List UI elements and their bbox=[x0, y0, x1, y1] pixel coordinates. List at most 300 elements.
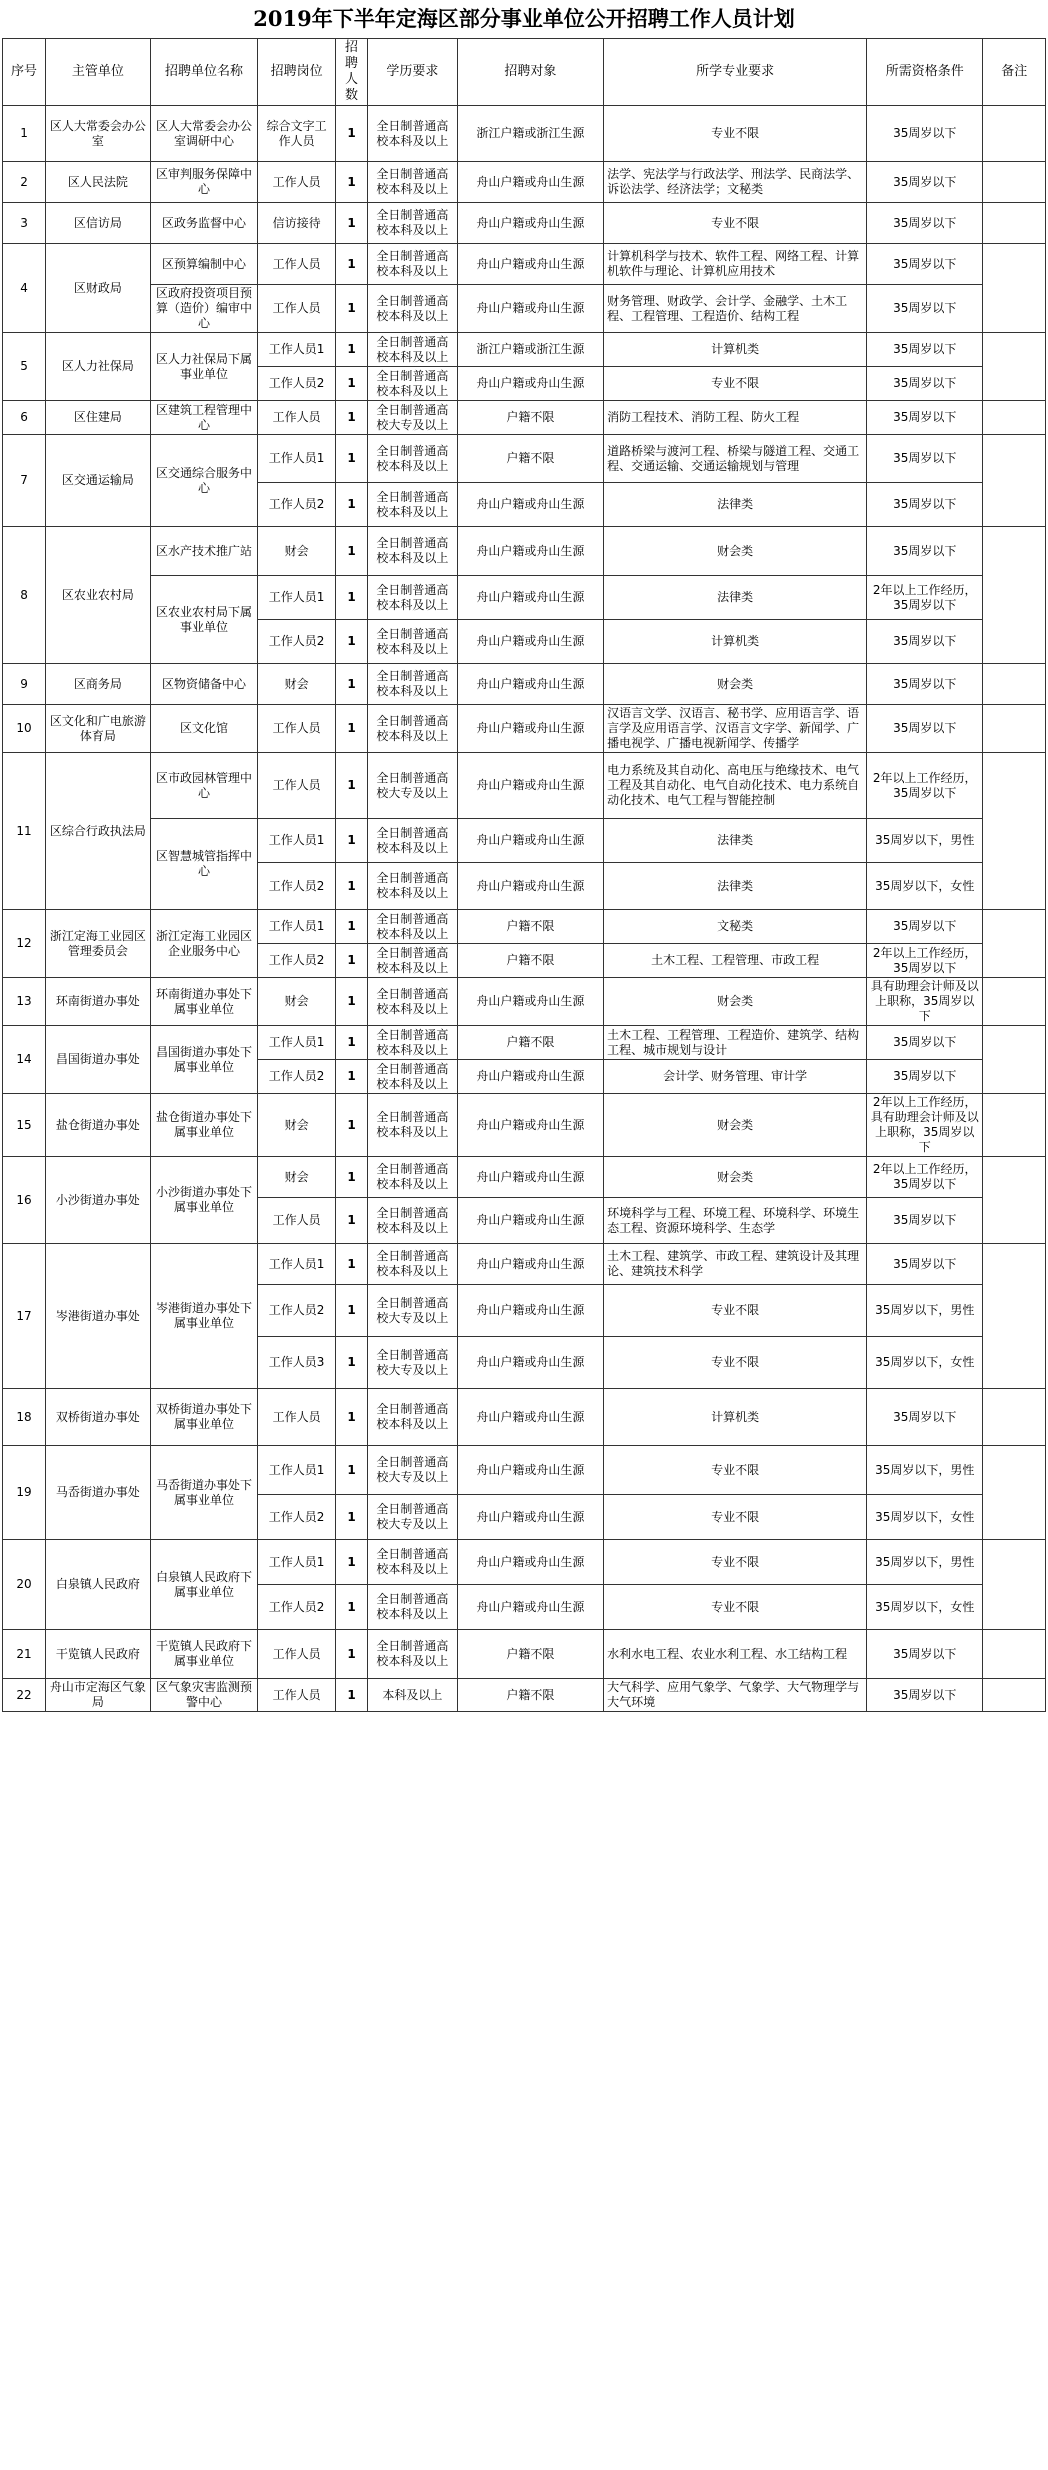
col-major: 财会类 bbox=[604, 527, 867, 576]
col-education: 全日制普通高校大专及以上 bbox=[368, 1337, 457, 1389]
col-count: 1 bbox=[335, 106, 367, 162]
table-row bbox=[3, 910, 1046, 944]
col-serial: 9 bbox=[3, 664, 46, 705]
col-qualification: 35周岁以下 bbox=[867, 1060, 983, 1094]
col-target: 舟山户籍或舟山生源 bbox=[457, 819, 604, 863]
col-position: 工作人员2 bbox=[258, 483, 336, 527]
col-count: 1 bbox=[335, 1495, 367, 1540]
col-position: 工作人员 bbox=[258, 1679, 336, 1712]
col-count: 1 bbox=[335, 1026, 367, 1060]
col-count: 1 bbox=[335, 819, 367, 863]
col-education: 全日制普通高校本科及以上 bbox=[368, 203, 457, 244]
col-unit: 区审判服务保障中心 bbox=[150, 162, 258, 203]
col-remarks bbox=[983, 1446, 1046, 1540]
col-position: 财会 bbox=[258, 978, 336, 1026]
table-row bbox=[3, 1540, 1046, 1585]
col-target: 舟山户籍或舟山生源 bbox=[457, 483, 604, 527]
col-remarks bbox=[983, 162, 1046, 203]
header-supervisor: 主管单位 bbox=[46, 39, 151, 106]
col-education: 全日制普通高校本科及以上 bbox=[368, 1244, 457, 1285]
col-count: 1 bbox=[335, 401, 367, 435]
col-remarks bbox=[983, 527, 1046, 664]
col-target: 舟山户籍或舟山生源 bbox=[457, 1198, 604, 1244]
table-row bbox=[3, 1244, 1046, 1285]
col-position: 工作人员 bbox=[258, 1630, 336, 1679]
col-remarks bbox=[983, 203, 1046, 244]
col-serial: 2 bbox=[3, 162, 46, 203]
col-position: 财会 bbox=[258, 527, 336, 576]
col-count: 1 bbox=[335, 435, 367, 483]
table-row bbox=[3, 162, 1046, 203]
col-education: 全日制普通高校本科及以上 bbox=[368, 333, 457, 367]
col-target: 浙江户籍或浙江生源 bbox=[457, 333, 604, 367]
col-qualification: 35周岁以下 bbox=[867, 910, 983, 944]
col-major: 计算机类 bbox=[604, 1389, 867, 1446]
col-supervisor: 区信访局 bbox=[46, 203, 151, 244]
col-count: 1 bbox=[335, 705, 367, 753]
col-major: 会计学、财务管理、审计学 bbox=[604, 1060, 867, 1094]
col-serial: 1 bbox=[3, 106, 46, 162]
table-row bbox=[3, 1094, 1046, 1157]
col-unit: 小沙街道办事处下属事业单位 bbox=[150, 1157, 258, 1244]
col-target: 舟山户籍或舟山生源 bbox=[457, 285, 604, 333]
col-education: 全日制普通高校本科及以上 bbox=[368, 1389, 457, 1446]
col-qualification: 35周岁以下，女性 bbox=[867, 1337, 983, 1389]
col-count: 1 bbox=[335, 162, 367, 203]
col-qualification: 2年以上工作经历，35周岁以下 bbox=[867, 1157, 983, 1198]
col-unit: 昌国街道办事处下属事业单位 bbox=[150, 1026, 258, 1094]
table-row bbox=[3, 1389, 1046, 1446]
col-qualification: 35周岁以下 bbox=[867, 664, 983, 705]
col-count: 1 bbox=[335, 1679, 367, 1712]
col-unit: 区市政园林管理中心 bbox=[150, 753, 258, 819]
col-serial: 18 bbox=[3, 1389, 46, 1446]
col-education: 全日制普通高校本科及以上 bbox=[368, 576, 457, 620]
col-count: 1 bbox=[335, 978, 367, 1026]
col-position: 工作人员2 bbox=[258, 620, 336, 664]
col-major: 水利水电工程、农业水利工程、水工结构工程 bbox=[604, 1630, 867, 1679]
col-target: 户籍不限 bbox=[457, 1026, 604, 1060]
col-supervisor: 区人大常委会办公室 bbox=[46, 106, 151, 162]
col-education: 全日制普通高校本科及以上 bbox=[368, 664, 457, 705]
col-target: 舟山户籍或舟山生源 bbox=[457, 664, 604, 705]
header-unit: 招聘单位名称 bbox=[150, 39, 258, 106]
col-supervisor: 区住建局 bbox=[46, 401, 151, 435]
col-major: 专业不限 bbox=[604, 1446, 867, 1495]
col-remarks bbox=[983, 435, 1046, 527]
col-target: 舟山户籍或舟山生源 bbox=[457, 1495, 604, 1540]
col-serial: 8 bbox=[3, 527, 46, 664]
col-education: 全日制普通高校本科及以上 bbox=[368, 1094, 457, 1157]
col-target: 舟山户籍或舟山生源 bbox=[457, 978, 604, 1026]
header-remarks: 备注 bbox=[983, 39, 1046, 106]
page-title: 2019年下半年定海区部分事业单位公开招聘工作人员计划 bbox=[253, 6, 795, 31]
col-target: 舟山户籍或舟山生源 bbox=[457, 863, 604, 910]
col-education: 全日制普通高校大专及以上 bbox=[368, 1495, 457, 1540]
col-remarks bbox=[983, 1679, 1046, 1712]
col-position: 工作人员1 bbox=[258, 1540, 336, 1585]
col-qualification: 35周岁以下 bbox=[867, 1389, 983, 1446]
col-qualification: 35周岁以下 bbox=[867, 106, 983, 162]
col-major: 专业不限 bbox=[604, 203, 867, 244]
col-education: 本科及以上 bbox=[368, 1679, 457, 1712]
col-qualification: 35周岁以下 bbox=[867, 401, 983, 435]
col-position: 工作人员1 bbox=[258, 435, 336, 483]
col-qualification: 35周岁以下，男性 bbox=[867, 1285, 983, 1337]
col-remarks bbox=[983, 1389, 1046, 1446]
col-education: 全日制普通高校本科及以上 bbox=[368, 1198, 457, 1244]
col-major: 专业不限 bbox=[604, 1540, 867, 1585]
col-education: 全日制普通高校本科及以上 bbox=[368, 1630, 457, 1679]
header-major: 所学专业要求 bbox=[604, 39, 867, 106]
table-row bbox=[3, 244, 1046, 285]
col-position: 工作人员 bbox=[258, 285, 336, 333]
col-count: 1 bbox=[335, 664, 367, 705]
col-supervisor: 区文化和广电旅游体育局 bbox=[46, 705, 151, 753]
col-target: 舟山户籍或舟山生源 bbox=[457, 576, 604, 620]
col-serial: 7 bbox=[3, 435, 46, 527]
col-count: 1 bbox=[335, 620, 367, 664]
col-major: 专业不限 bbox=[604, 1285, 867, 1337]
col-position: 工作人员1 bbox=[258, 576, 336, 620]
col-remarks bbox=[983, 1630, 1046, 1679]
col-unit: 区物资储备中心 bbox=[150, 664, 258, 705]
col-target: 舟山户籍或舟山生源 bbox=[457, 1060, 604, 1094]
col-remarks bbox=[983, 1244, 1046, 1389]
table-row bbox=[3, 978, 1046, 1026]
col-position: 工作人员1 bbox=[258, 1026, 336, 1060]
col-position: 工作人员 bbox=[258, 244, 336, 285]
col-remarks bbox=[983, 705, 1046, 753]
col-unit: 岑港街道办事处下属事业单位 bbox=[150, 1244, 258, 1389]
col-supervisor: 区人民法院 bbox=[46, 162, 151, 203]
col-unit: 区建筑工程管理中心 bbox=[150, 401, 258, 435]
col-education: 全日制普通高校本科及以上 bbox=[368, 162, 457, 203]
col-qualification: 35周岁以下 bbox=[867, 162, 983, 203]
col-serial: 3 bbox=[3, 203, 46, 244]
col-position: 工作人员2 bbox=[258, 1060, 336, 1094]
col-target: 户籍不限 bbox=[457, 1679, 604, 1712]
col-position: 工作人员 bbox=[258, 705, 336, 753]
col-education: 全日制普通高校本科及以上 bbox=[368, 1157, 457, 1198]
col-supervisor: 干览镇人民政府 bbox=[46, 1630, 151, 1679]
col-unit: 双桥街道办事处下属事业单位 bbox=[150, 1389, 258, 1446]
col-target: 户籍不限 bbox=[457, 435, 604, 483]
col-count: 1 bbox=[335, 244, 367, 285]
col-major: 专业不限 bbox=[604, 106, 867, 162]
col-supervisor: 小沙街道办事处 bbox=[46, 1157, 151, 1244]
col-qualification: 具有助理会计师及以上职称，35周岁以下 bbox=[867, 978, 983, 1026]
col-position: 工作人员2 bbox=[258, 944, 336, 978]
header-qualification: 所需资格条件 bbox=[867, 39, 983, 106]
col-supervisor: 双桥街道办事处 bbox=[46, 1389, 151, 1446]
col-count: 1 bbox=[335, 1060, 367, 1094]
col-serial: 11 bbox=[3, 753, 46, 910]
col-major: 财会类 bbox=[604, 664, 867, 705]
col-target: 舟山户籍或舟山生源 bbox=[457, 367, 604, 401]
col-unit: 区文化馆 bbox=[150, 705, 258, 753]
col-unit: 浙江定海工业园区企业服务中心 bbox=[150, 910, 258, 978]
col-remarks bbox=[983, 1157, 1046, 1244]
col-target: 舟山户籍或舟山生源 bbox=[457, 620, 604, 664]
col-unit: 区智慧城管指挥中心 bbox=[150, 819, 258, 910]
col-supervisor: 舟山市定海区气象局 bbox=[46, 1679, 151, 1712]
col-position: 工作人员2 bbox=[258, 367, 336, 401]
col-target: 舟山户籍或舟山生源 bbox=[457, 203, 604, 244]
col-serial: 17 bbox=[3, 1244, 46, 1389]
col-target: 浙江户籍或浙江生源 bbox=[457, 106, 604, 162]
col-education: 全日制普通高校本科及以上 bbox=[368, 978, 457, 1026]
col-position: 工作人员 bbox=[258, 401, 336, 435]
col-target: 舟山户籍或舟山生源 bbox=[457, 244, 604, 285]
col-qualification: 35周岁以下，男性 bbox=[867, 1446, 983, 1495]
col-major: 消防工程技术、消防工程、防火工程 bbox=[604, 401, 867, 435]
col-count: 1 bbox=[335, 753, 367, 819]
col-remarks bbox=[983, 333, 1046, 401]
col-serial: 13 bbox=[3, 978, 46, 1026]
col-serial: 14 bbox=[3, 1026, 46, 1094]
col-position: 工作人员3 bbox=[258, 1337, 336, 1389]
col-major: 专业不限 bbox=[604, 1585, 867, 1630]
col-supervisor: 区商务局 bbox=[46, 664, 151, 705]
col-major: 道路桥梁与渡河工程、桥梁与隧道工程、交通工程、交通运输、交通运输规划与管理 bbox=[604, 435, 867, 483]
table-row bbox=[3, 1026, 1046, 1060]
col-unit: 区政府投资项目预算（造价）编审中心 bbox=[150, 285, 258, 333]
col-education: 全日制普通高校本科及以上 bbox=[368, 819, 457, 863]
col-supervisor: 区人力社保局 bbox=[46, 333, 151, 401]
col-education: 全日制普通高校本科及以上 bbox=[368, 1540, 457, 1585]
col-position: 工作人员 bbox=[258, 1389, 336, 1446]
col-unit: 盐仓街道办事处下属事业单位 bbox=[150, 1094, 258, 1157]
col-unit: 区人大常委会办公室调研中心 bbox=[150, 106, 258, 162]
col-count: 1 bbox=[335, 910, 367, 944]
col-serial: 22 bbox=[3, 1679, 46, 1712]
table-row bbox=[3, 203, 1046, 244]
col-count: 1 bbox=[335, 333, 367, 367]
col-qualification: 35周岁以下 bbox=[867, 203, 983, 244]
col-major: 法律类 bbox=[604, 819, 867, 863]
col-position: 工作人员 bbox=[258, 162, 336, 203]
col-target: 户籍不限 bbox=[457, 910, 604, 944]
col-position: 工作人员2 bbox=[258, 1495, 336, 1540]
col-position: 财会 bbox=[258, 664, 336, 705]
col-education: 全日制普通高校本科及以上 bbox=[368, 1026, 457, 1060]
col-position: 信访接待 bbox=[258, 203, 336, 244]
col-target: 舟山户籍或舟山生源 bbox=[457, 527, 604, 576]
col-count: 1 bbox=[335, 1157, 367, 1198]
col-target: 舟山户籍或舟山生源 bbox=[457, 1389, 604, 1446]
table-row bbox=[3, 401, 1046, 435]
col-unit: 区人力社保局下属事业单位 bbox=[150, 333, 258, 401]
col-education: 全日制普通高校本科及以上 bbox=[368, 910, 457, 944]
col-target: 舟山户籍或舟山生源 bbox=[457, 1094, 604, 1157]
col-serial: 21 bbox=[3, 1630, 46, 1679]
col-major: 财会类 bbox=[604, 1094, 867, 1157]
col-target: 舟山户籍或舟山生源 bbox=[457, 1540, 604, 1585]
col-target: 舟山户籍或舟山生源 bbox=[457, 1244, 604, 1285]
col-remarks bbox=[983, 978, 1046, 1026]
col-major: 计算机科学与技术、软件工程、网络工程、计算机软件与理论、计算机应用技术 bbox=[604, 244, 867, 285]
header-serial: 序号 bbox=[3, 39, 46, 106]
col-count: 1 bbox=[335, 944, 367, 978]
col-education: 全日制普通高校本科及以上 bbox=[368, 1585, 457, 1630]
col-target: 户籍不限 bbox=[457, 401, 604, 435]
col-count: 1 bbox=[335, 527, 367, 576]
table-row bbox=[3, 333, 1046, 367]
col-qualification: 2年以上工作经历，具有助理会计师及以上职称，35周岁以下 bbox=[867, 1094, 983, 1157]
col-major: 财会类 bbox=[604, 978, 867, 1026]
col-serial: 16 bbox=[3, 1157, 46, 1244]
col-supervisor: 区交通运输局 bbox=[46, 435, 151, 527]
col-major: 财务管理、财政学、会计学、金融学、土木工程、工程管理、工程造价、结构工程 bbox=[604, 285, 867, 333]
col-position: 财会 bbox=[258, 1157, 336, 1198]
col-education: 全日制普通高校本科及以上 bbox=[368, 1060, 457, 1094]
col-serial: 6 bbox=[3, 401, 46, 435]
col-qualification: 35周岁以下 bbox=[867, 620, 983, 664]
col-serial: 10 bbox=[3, 705, 46, 753]
col-target: 舟山户籍或舟山生源 bbox=[457, 1585, 604, 1630]
col-target: 舟山户籍或舟山生源 bbox=[457, 1337, 604, 1389]
col-count: 1 bbox=[335, 1585, 367, 1630]
col-major: 计算机类 bbox=[604, 333, 867, 367]
table-header-row bbox=[3, 39, 1046, 106]
col-qualification: 35周岁以下 bbox=[867, 1026, 983, 1060]
col-position: 工作人员2 bbox=[258, 863, 336, 910]
col-remarks bbox=[983, 910, 1046, 978]
col-education: 全日制普通高校大专及以上 bbox=[368, 753, 457, 819]
col-remarks bbox=[983, 753, 1046, 910]
col-target: 舟山户籍或舟山生源 bbox=[457, 753, 604, 819]
col-remarks bbox=[983, 1026, 1046, 1094]
col-education: 全日制普通高校本科及以上 bbox=[368, 944, 457, 978]
col-serial: 5 bbox=[3, 333, 46, 401]
recruitment-plan-table bbox=[2, 38, 1046, 1712]
col-count: 1 bbox=[335, 1446, 367, 1495]
header-target: 招聘对象 bbox=[457, 39, 604, 106]
col-education: 全日制普通高校本科及以上 bbox=[368, 483, 457, 527]
col-qualification: 35周岁以下 bbox=[867, 244, 983, 285]
col-major: 法律类 bbox=[604, 576, 867, 620]
col-major: 土木工程、工程管理、工程造价、建筑学、结构工程、城市规划与设计 bbox=[604, 1026, 867, 1060]
col-unit: 干览镇人民政府下属事业单位 bbox=[150, 1630, 258, 1679]
col-major: 法律类 bbox=[604, 483, 867, 527]
col-serial: 12 bbox=[3, 910, 46, 978]
col-major: 大气科学、应用气象学、气象学、大气物理学与大气环境 bbox=[604, 1679, 867, 1712]
col-target: 舟山户籍或舟山生源 bbox=[457, 162, 604, 203]
col-major: 汉语言文学、汉语言、秘书学、应用语言学、语言学及应用语言学、汉语言文字学、新闻学、广播电视学、广播电视新闻学、传播学 bbox=[604, 705, 867, 753]
col-count: 1 bbox=[335, 576, 367, 620]
table-row bbox=[3, 664, 1046, 705]
col-unit: 区交通综合服务中心 bbox=[150, 435, 258, 527]
col-major: 土木工程、建筑学、市政工程、建筑设计及其理论、建筑技术科学 bbox=[604, 1244, 867, 1285]
col-remarks bbox=[983, 401, 1046, 435]
header-position: 招聘岗位 bbox=[258, 39, 336, 106]
col-count: 1 bbox=[335, 863, 367, 910]
col-count: 1 bbox=[335, 1337, 367, 1389]
col-major: 法学、宪法学与行政法学、刑法学、民商法学、诉讼法学、经济法学；文秘类 bbox=[604, 162, 867, 203]
col-unit: 区水产技术推广站 bbox=[150, 527, 258, 576]
col-qualification: 2年以上工作经历，35周岁以下 bbox=[867, 753, 983, 819]
col-unit: 区气象灾害监测预警中心 bbox=[150, 1679, 258, 1712]
table-row bbox=[3, 576, 1046, 620]
col-qualification: 2年以上工作经历，35周岁以下 bbox=[867, 944, 983, 978]
col-qualification: 35周岁以下，女性 bbox=[867, 1495, 983, 1540]
col-supervisor: 岑港街道办事处 bbox=[46, 1244, 151, 1389]
col-qualification: 35周岁以下，男性 bbox=[867, 819, 983, 863]
col-education: 全日制普通高校本科及以上 bbox=[368, 244, 457, 285]
col-count: 1 bbox=[335, 1285, 367, 1337]
col-qualification: 2年以上工作经历，35周岁以下 bbox=[867, 576, 983, 620]
header-education: 学历要求 bbox=[368, 39, 457, 106]
col-position: 财会 bbox=[258, 1094, 336, 1157]
col-position: 工作人员1 bbox=[258, 333, 336, 367]
col-supervisor: 马岙街道办事处 bbox=[46, 1446, 151, 1540]
col-qualification: 35周岁以下，女性 bbox=[867, 863, 983, 910]
col-unit: 白泉镇人民政府下属事业单位 bbox=[150, 1540, 258, 1630]
table-row bbox=[3, 753, 1046, 819]
col-position: 工作人员2 bbox=[258, 1285, 336, 1337]
col-position: 工作人员1 bbox=[258, 819, 336, 863]
col-count: 1 bbox=[335, 367, 367, 401]
col-count: 1 bbox=[335, 1630, 367, 1679]
col-education: 全日制普通高校本科及以上 bbox=[368, 435, 457, 483]
table-row bbox=[3, 106, 1046, 162]
col-count: 1 bbox=[335, 1540, 367, 1585]
col-supervisor: 区综合行政执法局 bbox=[46, 753, 151, 910]
col-education: 全日制普通高校本科及以上 bbox=[368, 106, 457, 162]
col-count: 1 bbox=[335, 285, 367, 333]
col-target: 舟山户籍或舟山生源 bbox=[457, 705, 604, 753]
col-remarks bbox=[983, 1540, 1046, 1630]
col-supervisor: 白泉镇人民政府 bbox=[46, 1540, 151, 1630]
table-row bbox=[3, 1157, 1046, 1198]
col-major: 法律类 bbox=[604, 863, 867, 910]
col-supervisor: 昌国街道办事处 bbox=[46, 1026, 151, 1094]
col-serial: 20 bbox=[3, 1540, 46, 1630]
col-supervisor: 盐仓街道办事处 bbox=[46, 1094, 151, 1157]
col-remarks bbox=[983, 244, 1046, 333]
col-supervisor: 区财政局 bbox=[46, 244, 151, 333]
table-row bbox=[3, 819, 1046, 863]
col-supervisor: 环南街道办事处 bbox=[46, 978, 151, 1026]
col-qualification: 35周岁以下 bbox=[867, 1679, 983, 1712]
col-qualification: 35周岁以下，男性 bbox=[867, 1540, 983, 1585]
col-education: 全日制普通高校本科及以上 bbox=[368, 620, 457, 664]
col-qualification: 35周岁以下 bbox=[867, 1244, 983, 1285]
col-major: 计算机类 bbox=[604, 620, 867, 664]
col-position: 工作人员 bbox=[258, 1198, 336, 1244]
col-unit: 区预算编制中心 bbox=[150, 244, 258, 285]
col-education: 全日制普通高校本科及以上 bbox=[368, 285, 457, 333]
col-unit: 环南街道办事处下属事业单位 bbox=[150, 978, 258, 1026]
col-qualification: 35周岁以下 bbox=[867, 333, 983, 367]
col-qualification: 35周岁以下 bbox=[867, 483, 983, 527]
col-education: 全日制普通高校大专及以上 bbox=[368, 1285, 457, 1337]
col-target: 舟山户籍或舟山生源 bbox=[457, 1285, 604, 1337]
col-position: 工作人员 bbox=[258, 753, 336, 819]
col-target: 户籍不限 bbox=[457, 944, 604, 978]
col-qualification: 35周岁以下 bbox=[867, 367, 983, 401]
col-position: 工作人员1 bbox=[258, 1244, 336, 1285]
col-position: 综合文字工作人员 bbox=[258, 106, 336, 162]
col-unit: 区农业农村局下属事业单位 bbox=[150, 576, 258, 664]
col-position: 工作人员2 bbox=[258, 1585, 336, 1630]
col-position: 工作人员1 bbox=[258, 1446, 336, 1495]
col-education: 全日制普通高校本科及以上 bbox=[368, 863, 457, 910]
col-major: 专业不限 bbox=[604, 367, 867, 401]
col-serial: 15 bbox=[3, 1094, 46, 1157]
col-supervisor: 区农业农村局 bbox=[46, 527, 151, 664]
